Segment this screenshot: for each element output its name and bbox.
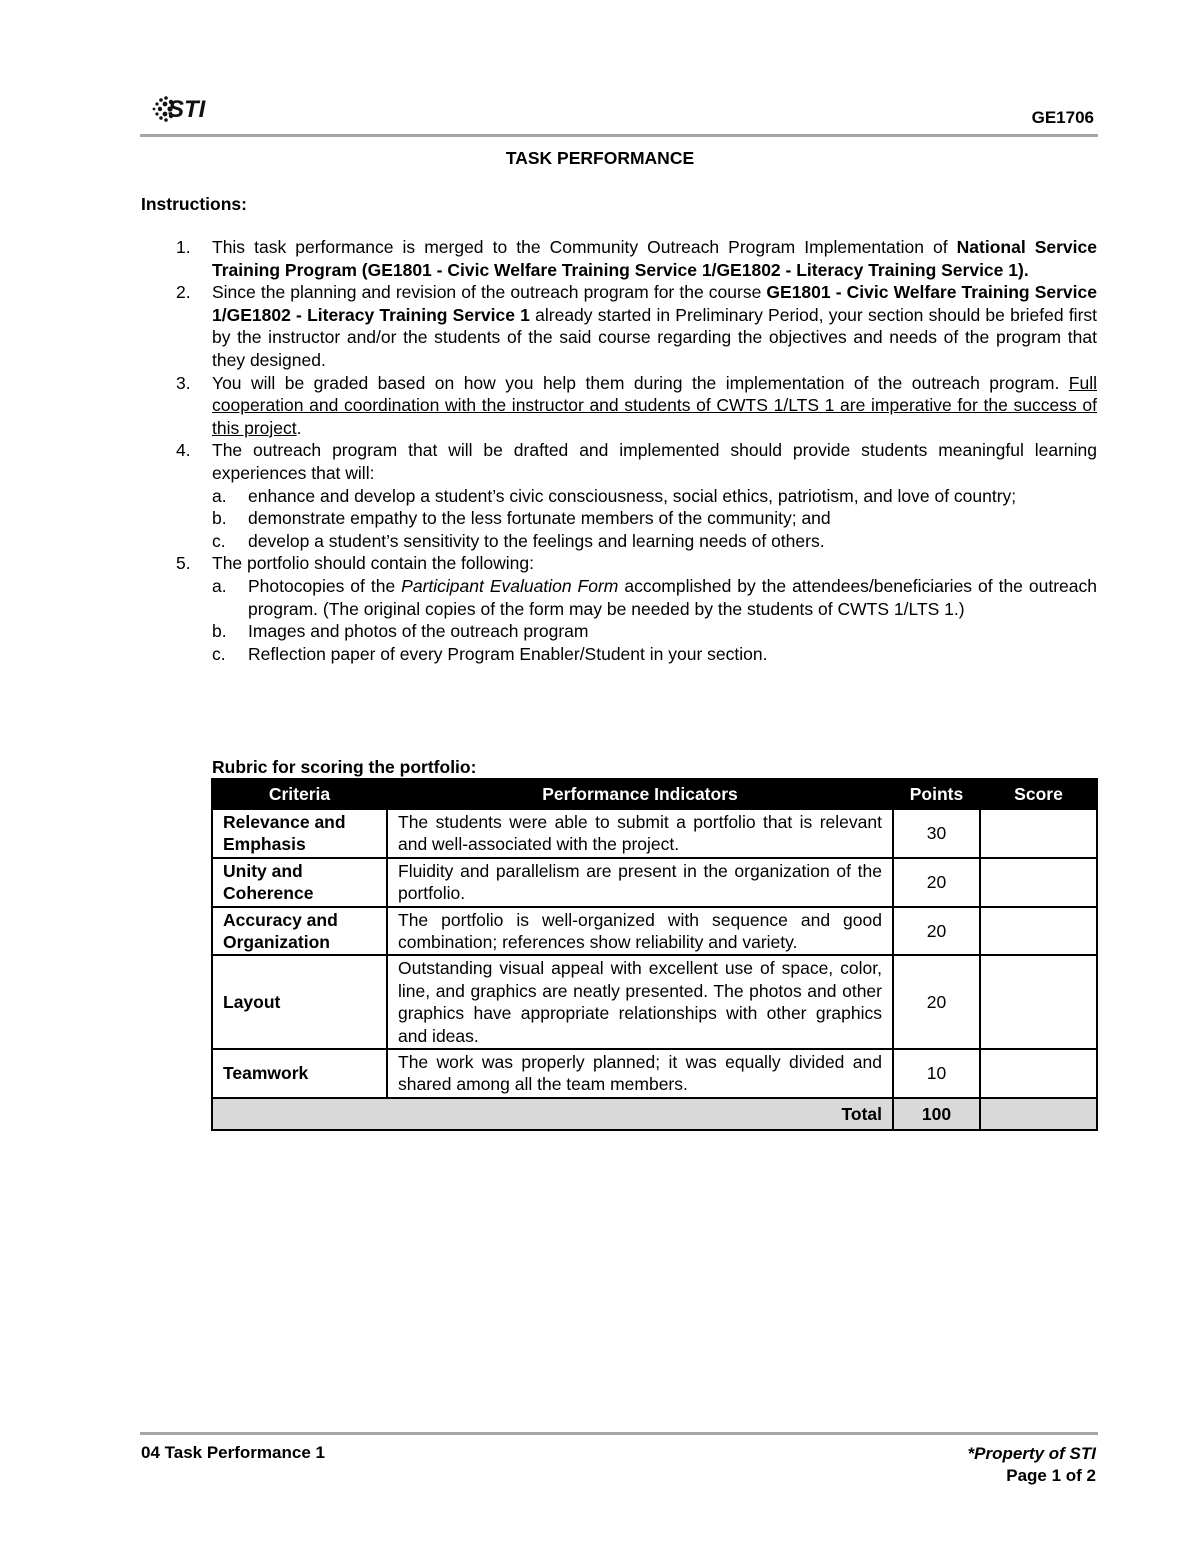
points-cell: 20 bbox=[893, 907, 980, 956]
indicator-cell: The work was properly planned; it was equally divided and shared among all the team members. bbox=[387, 1049, 893, 1098]
sub-letter: c. bbox=[212, 643, 226, 664]
instruction-item-3 bbox=[141, 372, 1097, 440]
header-criteria: Criteria bbox=[212, 779, 387, 809]
table-row bbox=[212, 907, 1097, 956]
header-indicators: Performance Indicators bbox=[387, 779, 893, 809]
instruction-text: Since the planning and revision of the outreach program for the course bbox=[212, 282, 767, 303]
instruction-text: You will be graded based on how you help them during the implementation of the outreach program. bbox=[212, 372, 1069, 393]
points-cell: 20 bbox=[893, 955, 980, 1049]
score-cell[interactable] bbox=[980, 809, 1097, 858]
criteria-cell: Teamwork bbox=[212, 1049, 387, 1098]
instructions-heading: Instructions: bbox=[141, 194, 247, 214]
item-number: 1. bbox=[176, 237, 191, 257]
course-code: GE1706 bbox=[1031, 108, 1094, 127]
footer-rule bbox=[140, 1432, 1098, 1435]
sti-logo bbox=[148, 92, 210, 126]
rubric-title: Rubric for scoring the portfolio: bbox=[212, 757, 477, 777]
instruction-text-end: already started in Preliminary Period, your section should be briefed first by the instructor and/or the students of the said course regarding the objectives and needs of the program that they designed. bbox=[212, 304, 1098, 370]
sub-text: Reflection paper of every Program Enabler/Student in your section. bbox=[248, 643, 768, 664]
header-rule bbox=[140, 134, 1098, 137]
item-number: 4. bbox=[176, 440, 191, 461]
instruction-text: The portfolio should contain the following: bbox=[212, 553, 535, 574]
instruction-text: The outreach program that will be drafted and implemented should provide students meaningful learning experiences that will: bbox=[212, 440, 1097, 483]
instruction-item-1 bbox=[141, 236, 1097, 281]
instruction-text-end: . bbox=[296, 417, 302, 438]
sub-letter: b. bbox=[212, 621, 227, 642]
score-cell[interactable] bbox=[980, 1049, 1097, 1098]
instructions-body bbox=[141, 236, 1097, 665]
table-row bbox=[212, 858, 1097, 907]
page-number: Page 1 of 2 bbox=[1006, 1466, 1096, 1485]
sub-item bbox=[212, 485, 1097, 508]
instruction-text: This task performance is merged to the Community Outreach Program Implementation of bbox=[212, 237, 957, 257]
total-score-cell[interactable] bbox=[980, 1098, 1097, 1130]
indicator-cell: The students were able to submit a portfolio that is relevant and well-associated with the project. bbox=[387, 809, 893, 858]
sub-text: Images and photos of the outreach program bbox=[248, 621, 589, 642]
sub-text-end: accomplished by the attendees/beneficiaries of the outreach program. (The original copies of the form may be needed by the students of CWTS 1/LTS 1.) bbox=[248, 575, 1097, 619]
score-cell[interactable] bbox=[980, 858, 1097, 907]
instruction-item-2 bbox=[141, 281, 1097, 371]
points-cell: 10 bbox=[893, 1049, 980, 1098]
sub-item bbox=[212, 620, 1097, 643]
instruction-bold-text: National Service Training Program (GE1801 - Civic Welfare Training Service 1/GE1802 - Literacy Training Service 1) bbox=[212, 237, 1097, 280]
page-title: TASK PERFORMANCE bbox=[505, 148, 695, 168]
score-cell[interactable] bbox=[980, 955, 1097, 1049]
item-number: 5. bbox=[176, 553, 191, 574]
table-row bbox=[212, 1049, 1097, 1098]
total-row bbox=[212, 1098, 1097, 1130]
instruction-item-5 bbox=[141, 552, 1097, 665]
sub-item bbox=[212, 575, 1097, 620]
points-cell: 20 bbox=[893, 858, 980, 907]
sub-letter: b. bbox=[212, 508, 227, 529]
sub-letter: a. bbox=[212, 575, 227, 596]
sub-list bbox=[212, 485, 1097, 553]
sub-list bbox=[212, 575, 1097, 665]
total-label: Total bbox=[212, 1098, 893, 1130]
sub-letter: c. bbox=[212, 530, 226, 551]
rubric-header-row bbox=[212, 779, 1097, 809]
instructions-list bbox=[141, 236, 1097, 665]
sub-item bbox=[212, 643, 1097, 666]
instruction-item-4 bbox=[141, 439, 1097, 552]
score-cell[interactable] bbox=[980, 907, 1097, 956]
criteria-cell: Layout bbox=[212, 955, 387, 1049]
svg-text:STI: STI bbox=[168, 96, 206, 123]
instruction-underlined-text: Full cooperation and coordination with the instructor and students of CWTS 1/LTS 1 are imperative for the success of this project bbox=[212, 372, 1097, 438]
indicator-cell: Outstanding visual appeal with excellent use of space, color, line, and graphics are neatly presented. The photos and other graphics have appropriate relationships with other graphics and ideas. bbox=[387, 955, 893, 1049]
instruction-text-end: . bbox=[1023, 259, 1029, 280]
sub-italic-text: Participant Evaluation Form bbox=[401, 575, 619, 596]
criteria-cell: Accuracy and Organization bbox=[212, 907, 387, 956]
item-number: 2. bbox=[176, 282, 191, 303]
sub-item bbox=[212, 507, 1097, 530]
indicator-cell: Fluidity and parallelism are present in the organization of the portfolio. bbox=[387, 858, 893, 907]
sub-text: Photocopies of the bbox=[248, 575, 402, 596]
criteria-cell: Unity and Coherence bbox=[212, 858, 387, 907]
item-number: 3. bbox=[176, 372, 191, 393]
instruction-bold-text: GE1801 - Civic Welfare Training Service 1/GE1802 - Literacy Training Service 1 bbox=[212, 282, 1097, 325]
sub-text: develop a student’s sensitivity to the feelings and learning needs of others. bbox=[248, 530, 825, 551]
sub-item bbox=[212, 530, 1097, 553]
footer-document-name: 04 Task Performance 1 bbox=[141, 1443, 325, 1462]
indicator-cell: The portfolio is well-organized with sequence and good combination; references show reliability and variety. bbox=[387, 907, 893, 956]
footer-right bbox=[968, 1443, 1096, 1487]
sti-globe-icon bbox=[148, 92, 210, 126]
property-notice: *Property of STI bbox=[967, 1444, 1096, 1463]
sub-text: enhance and develop a student’s civic consciousness, social ethics, patriotism, and love of country; bbox=[248, 485, 1017, 506]
sub-letter: a. bbox=[212, 485, 227, 506]
header-score: Score bbox=[980, 779, 1097, 809]
total-points: 100 bbox=[893, 1098, 980, 1130]
criteria-cell: Relevance and Emphasis bbox=[212, 809, 387, 858]
points-cell: 30 bbox=[893, 809, 980, 858]
table-row bbox=[212, 809, 1097, 858]
header-points: Points bbox=[893, 779, 980, 809]
sub-text: demonstrate empathy to the less fortunate members of the community; and bbox=[248, 508, 831, 529]
table-row bbox=[212, 955, 1097, 1049]
rubric-table bbox=[211, 778, 1098, 1131]
